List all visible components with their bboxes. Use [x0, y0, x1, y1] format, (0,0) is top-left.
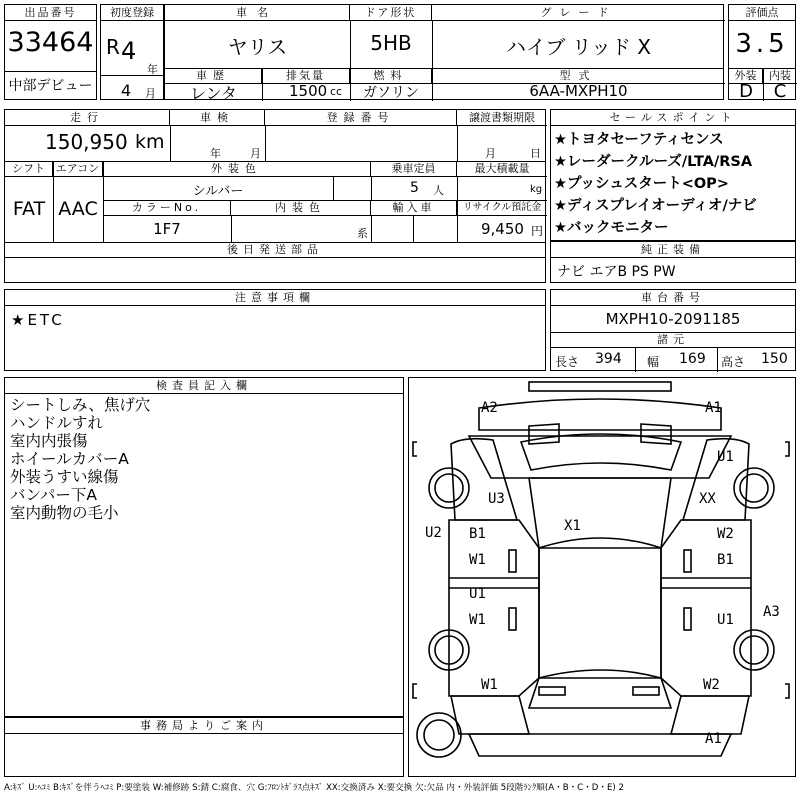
- ext-label: 外装: [729, 68, 763, 84]
- first-registration-box: [100, 4, 164, 100]
- front-left-wheel-inner: [435, 474, 463, 502]
- grade-label: グレード: [432, 5, 725, 21]
- mark-w1-left-2: W1: [469, 612, 486, 628]
- mark-u1-right-2: U1: [717, 612, 734, 628]
- mileage-unit: km: [135, 131, 165, 153]
- interior-color-unit: 系: [357, 227, 368, 240]
- later-parts-label: 後日発送部品: [5, 242, 545, 258]
- windshield-outline: [521, 434, 681, 470]
- chassis-box: [550, 289, 796, 371]
- year-value: 4: [121, 37, 137, 65]
- fuel-label: 燃料: [350, 68, 432, 84]
- capacity: 5: [410, 180, 419, 196]
- inspector-label: 検査員記入欄: [5, 378, 403, 394]
- sales-point-item: ★ディスプレイオーディオ/ナビ: [554, 198, 757, 214]
- front-bumper-outline: [479, 399, 721, 430]
- mileage: 150,950: [45, 130, 128, 154]
- score-label: 評価点: [729, 5, 795, 21]
- mark-u3: U3: [488, 491, 505, 507]
- door-type: 5HB: [370, 31, 412, 55]
- roof-outline: [539, 538, 661, 678]
- mark-u1-left: U1: [469, 586, 486, 602]
- displacement: 1500: [289, 82, 328, 100]
- ac-label: エアコン: [53, 161, 103, 177]
- car-diagram: [409, 378, 794, 775]
- mark-xx: XX: [699, 491, 716, 507]
- rear-window-outline: [529, 678, 671, 708]
- sales-point-item: ★バックモニター: [554, 220, 669, 236]
- spare-wheel-inner: [424, 720, 454, 750]
- sales-point-item: ★プッシュスタート<OP>: [554, 176, 729, 192]
- debut-label: 中部デビュー: [8, 78, 93, 94]
- sales-points-label: セールスポイント: [551, 110, 795, 126]
- color-no: 1F7: [153, 220, 181, 238]
- notes-value: ★ETC: [11, 311, 65, 329]
- front-edge-outline: [529, 382, 671, 391]
- car-diagram-box: [408, 377, 796, 777]
- bracket-left-bottom: [413, 684, 417, 698]
- car-name-label: 車名: [165, 5, 350, 21]
- mark-w2-right: W2: [717, 526, 734, 542]
- headlight-left: [529, 424, 559, 444]
- car-name: ヤリス: [227, 35, 288, 59]
- month-value: 4: [121, 81, 132, 100]
- inspector-line: ホイールカバーA: [10, 450, 129, 468]
- lot-number-box: [4, 4, 97, 100]
- front-right-wheel-inner: [740, 474, 768, 502]
- inspection-month-unit: 月: [250, 147, 261, 160]
- length-label: 長さ: [555, 355, 580, 369]
- month-unit: 月: [145, 87, 156, 100]
- exterior-color-label: 外装色: [103, 161, 371, 177]
- mark-b1-right: B1: [717, 552, 734, 568]
- rear-left-fender: [451, 696, 529, 734]
- left-side-outline: [449, 520, 539, 696]
- width: 169: [679, 351, 706, 367]
- door-label: ドア形状: [350, 5, 432, 21]
- inspector-line: 室内内張傷: [10, 432, 88, 450]
- mark-u1-right: U1: [717, 449, 734, 465]
- mark-w1-left: W1: [469, 552, 486, 568]
- score: 3.5: [735, 29, 789, 59]
- chassis-label: 車台番号: [551, 290, 795, 306]
- chassis-number: MXPH10-2091185: [605, 310, 741, 328]
- transfer-month-unit: 月: [485, 147, 496, 160]
- regno-label: 登録番号: [265, 110, 457, 126]
- history-label: 車歴: [165, 68, 262, 84]
- era: R: [106, 35, 120, 59]
- office-label: 事務局よりご案内: [5, 718, 403, 734]
- interior-color-label: 内装色: [231, 200, 371, 216]
- rear-right-fender: [671, 696, 749, 734]
- legend-footer: A:ｷｽﾞ U:ﾍｺﾐ B:ｷｽﾞを伴うﾍｺﾐ P:要塗装 W:補修跡 S:錆 C:腐食、穴 G:ﾌﾛﾝﾄｶﾞﾗｽ点ｷｽﾞ XX:交換済み X:要交換 欠:欠品 内・外装評価 5段階ﾗﾝｸ順(A・B・C・D・E) 2: [4, 783, 624, 793]
- max-load-unit: kg: [530, 184, 543, 195]
- transfer-label: 譲渡書類期限: [457, 110, 547, 126]
- year-unit: 年: [147, 63, 158, 76]
- dims-label: 諸元: [551, 332, 795, 348]
- length: 394: [595, 351, 622, 367]
- history: レンタ: [190, 84, 237, 103]
- mark-a1-bottom: A1: [705, 731, 722, 747]
- shift-label: シフト: [5, 161, 53, 177]
- bracket-right-top: [785, 442, 789, 456]
- mark-w1-bottom: W1: [481, 677, 498, 693]
- width-label: 幅: [647, 355, 660, 369]
- displacement-unit: cc: [330, 85, 343, 98]
- shift: FAT: [12, 198, 46, 220]
- inspector-box: [4, 377, 404, 717]
- headlight-right: [641, 424, 671, 444]
- bracket-left-top: [413, 442, 417, 456]
- mark-a2: A2: [481, 400, 498, 416]
- inspection-year-unit: 年: [210, 147, 221, 160]
- tail-light-right: [633, 687, 659, 695]
- notes-box: [4, 289, 546, 371]
- transfer-day-unit: 日: [530, 147, 541, 160]
- equipment-label: 純正装備: [551, 242, 795, 258]
- capacity-label: 乗車定員: [371, 161, 457, 177]
- import-label: 輸入車: [371, 200, 457, 216]
- inspector-line: 外装うすい線傷: [10, 468, 119, 486]
- ac: AAC: [58, 198, 98, 220]
- mark-a1-top: A1: [705, 400, 722, 416]
- rear-bumper-outline: [469, 734, 731, 756]
- inspector-line: シートしみ、焦げ穴: [10, 396, 151, 414]
- inspector-line: バンパー下A: [10, 486, 98, 504]
- bracket-right-bottom: [785, 684, 789, 698]
- color-no-label: カラーNo.: [103, 200, 231, 216]
- model-label: 型式: [432, 68, 725, 84]
- model: 6AA-MXPH10: [529, 82, 628, 100]
- mark-a3: A3: [763, 604, 780, 620]
- first-reg-label: 初度登録: [101, 5, 163, 21]
- grade: ハイブ リッド X: [505, 35, 652, 59]
- height: 150: [761, 351, 788, 367]
- rear-right-wheel-inner: [740, 636, 768, 664]
- max-load-label: 最大積載量: [457, 161, 547, 177]
- equipment-box: [550, 241, 796, 283]
- int-label: 内装: [763, 68, 797, 84]
- specs-box: [4, 109, 546, 283]
- equipment-value: ナビ エアB PS PW: [557, 264, 676, 280]
- mark-w2-bottom: W2: [703, 677, 720, 693]
- notes-label: 注意事項欄: [5, 290, 545, 306]
- inspection-label: 車検: [170, 110, 265, 126]
- displacement-label: 排気量: [262, 68, 350, 84]
- sales-points-box: [550, 109, 796, 241]
- sales-points-list: [554, 129, 796, 239]
- right-side-outline: [661, 520, 751, 696]
- mark-u2: U2: [425, 525, 442, 541]
- capacity-unit: 人: [433, 184, 444, 197]
- inspector-notes: [10, 396, 150, 522]
- mark-x1: X1: [564, 518, 581, 534]
- front-right-fender: [683, 439, 749, 520]
- car-main-box: [164, 4, 724, 103]
- inspector-line: ハンドルすれ: [10, 414, 104, 432]
- sales-point-item: ★レーダークルーズ/LTA/RSA: [554, 154, 753, 170]
- ext-grade: D: [739, 81, 753, 102]
- exterior-color: シルバー: [192, 184, 244, 199]
- sales-point-item: ★トヨタセーフティセンス: [554, 132, 724, 148]
- height-label: 高さ: [721, 355, 746, 369]
- mark-b1-left: B1: [469, 526, 486, 542]
- recycle-amount: 9,450: [481, 220, 524, 238]
- recycle-unit: 円: [531, 224, 544, 238]
- tail-light-left: [539, 687, 565, 695]
- lot-number: 33464: [7, 27, 94, 58]
- hood-outline: [469, 436, 731, 478]
- int-grade: C: [773, 81, 787, 102]
- fuel: ガソリン: [363, 85, 419, 101]
- lot-number-label: 出品番号: [5, 5, 96, 21]
- recycle-label: リサイクル預託金: [457, 200, 547, 216]
- inspector-line: 室内動物の毛小: [10, 504, 119, 522]
- score-box: [728, 4, 796, 100]
- mileage-label: 走行: [5, 110, 170, 126]
- office-box: [4, 717, 404, 777]
